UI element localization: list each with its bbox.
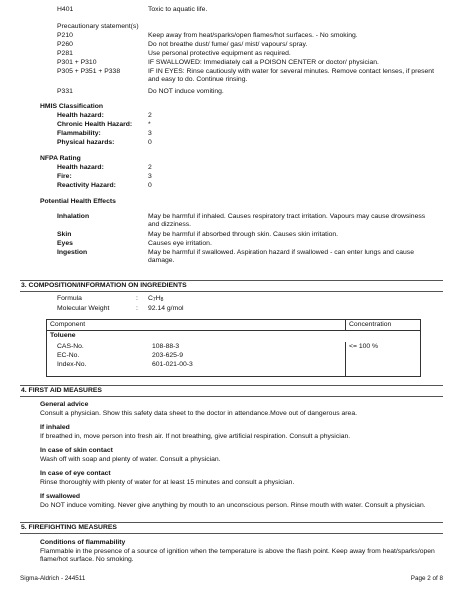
footer-product: Sigma-Aldrich - 244511: [20, 575, 86, 582]
section-4-header: 4. FIRST AID MEASURES: [20, 385, 443, 397]
first-aid-text: If breathed in, move person into fresh air. If not breathing, give artificial respiration. Consult a physician.: [40, 433, 351, 440]
id-cell: [47, 342, 346, 377]
nfpa-label: Health hazard:: [57, 164, 104, 171]
flammability-text: Flammable in the presence of a source of ignition when the temperature is above the flash point. Keep away from heat/sparks/open flame/hot surface. No smoking.: [40, 548, 435, 564]
formula-label: Formula: [57, 295, 82, 302]
nfpa-value: 3: [148, 173, 152, 180]
hmis-value: *: [148, 121, 151, 128]
formula-hydrogen-count: 8: [160, 297, 164, 303]
formula-value: [148, 295, 163, 303]
nfpa-label: Reactivity Hazard:: [57, 182, 116, 189]
first-aid-heading: In case of eye contact: [40, 470, 111, 477]
section-3-header: 3. COMPOSITION/INFORMATION ON INGREDIENTS: [20, 280, 443, 292]
statement-code: P301 + P310: [57, 59, 97, 66]
substance-cell: [47, 331, 421, 342]
effects-title: Potential Health Effects: [40, 198, 116, 205]
nfpa-value: 0: [148, 182, 152, 189]
statement-code: P210: [57, 32, 73, 39]
mw-label: Molecular Weight: [57, 305, 110, 312]
ec-label: EC-No.: [57, 351, 80, 359]
hmis-value: 0: [148, 139, 152, 146]
statement-code: P331: [57, 88, 73, 95]
statement-text: Do NOT induce vomiting.: [148, 88, 224, 95]
formula-colon: :: [136, 295, 138, 302]
cas-value: 108-88-3: [152, 342, 180, 350]
nfpa-value: 2: [148, 164, 152, 171]
first-aid-text: Do NOT induce vomiting. Never give anything by mouth to an unconscious person. Rinse mouth with water. Consult a physician.: [40, 502, 426, 509]
formula-carbon-count: 7: [152, 297, 156, 303]
statement-text: Do not breathe dust/ fume/ gas/ mist/ vapours/ spray.: [148, 41, 308, 48]
nfpa-label: Fire:: [57, 173, 72, 180]
statement-text: IF SWALLOWED: Immediately call a POISON CENTER or doctor/ physician.: [148, 59, 379, 66]
effect-label: Ingestion: [57, 249, 88, 256]
table-row: [47, 342, 421, 377]
cas-label: CAS-No.: [57, 342, 84, 350]
formula-carbon: C: [148, 295, 153, 302]
effect-label: Skin: [57, 231, 72, 238]
effect-text: Causes eye irritation.: [148, 240, 212, 247]
substance-name: Toluene: [50, 332, 76, 340]
section-5-header: 5. FIREFIGHTING MEASURES: [20, 522, 443, 534]
first-aid-heading: If inhaled: [40, 424, 70, 431]
first-aid-heading: If swallowed: [40, 493, 81, 500]
effect-text: May be harmful if swallowed. Aspiration hazard if swallowed - can enter lungs and cause damage.: [148, 249, 414, 265]
effect-text: May be harmful if absorbed through skin. Causes skin irritation.: [148, 231, 339, 238]
first-aid-heading: In case of skin contact: [40, 447, 113, 454]
table-header-row: [47, 320, 421, 331]
table-row: [47, 331, 421, 342]
hmis-label: Physical hazards:: [57, 139, 115, 146]
formula-hydrogen: H: [155, 295, 161, 302]
precautionary-heading: Precautionary statement(s): [57, 23, 139, 30]
first-aid-heading: General advice: [40, 401, 89, 408]
hmis-value: 3: [148, 130, 152, 137]
index-value: 601-021-00-3: [152, 360, 193, 368]
flammability-heading: Conditions of flammability: [40, 539, 126, 546]
statement-code: P260: [57, 41, 73, 48]
statement-text: IF IN EYES: Rinse cautiously with water for several minutes. Remove contact lenses, if present and easy to do. Continue rinsing.: [148, 68, 434, 84]
statement-code: P281: [57, 50, 73, 57]
statement-text: Use personal protective equipment as required.: [148, 50, 291, 57]
hmis-label: Chronic Health Hazard:: [57, 121, 133, 128]
ec-value: 203-625-9: [152, 351, 183, 359]
h401-code: H401: [57, 6, 74, 13]
hmis-label: Health hazard:: [57, 112, 104, 119]
hmis-value: 2: [148, 112, 152, 119]
effect-label: Eyes: [57, 240, 73, 247]
header-component: Component: [47, 320, 346, 331]
hmis-title: HMIS Classification: [40, 103, 104, 110]
h401-text: Toxic to aquatic life.: [148, 6, 208, 13]
mw-value: 92.14 g/mol: [148, 305, 184, 312]
composition-table: [46, 319, 421, 377]
hmis-label: Flammability:: [57, 130, 101, 137]
nfpa-title: NFPA Rating: [40, 155, 81, 162]
index-label: Index-No.: [57, 360, 87, 368]
effect-label: Inhalation: [57, 213, 90, 220]
mw-colon: :: [136, 305, 138, 312]
first-aid-text: Wash off with soap and plenty of water. Consult a physician.: [40, 456, 221, 463]
concentration-value: <= 100 %: [346, 342, 421, 377]
first-aid-text: Rinse thoroughly with plenty of water for at least 15 minutes and consult a physician.: [40, 479, 295, 486]
statement-code: P305 + P351 + P338: [57, 68, 121, 75]
statement-text: Keep away from heat/sparks/open flames/hot surfaces. - No smoking.: [148, 32, 358, 39]
effect-text: May be harmful if inhaled. Causes respiratory tract irritation. Vapours may cause drowsiness and dizziness.: [148, 213, 426, 229]
footer-page-number: Page 2 of 8: [410, 575, 443, 582]
header-concentration: Concentration: [346, 320, 421, 331]
first-aid-text: Consult a physician. Show this safety data sheet to the doctor in attendance.Move out of dangerous area.: [40, 410, 358, 417]
